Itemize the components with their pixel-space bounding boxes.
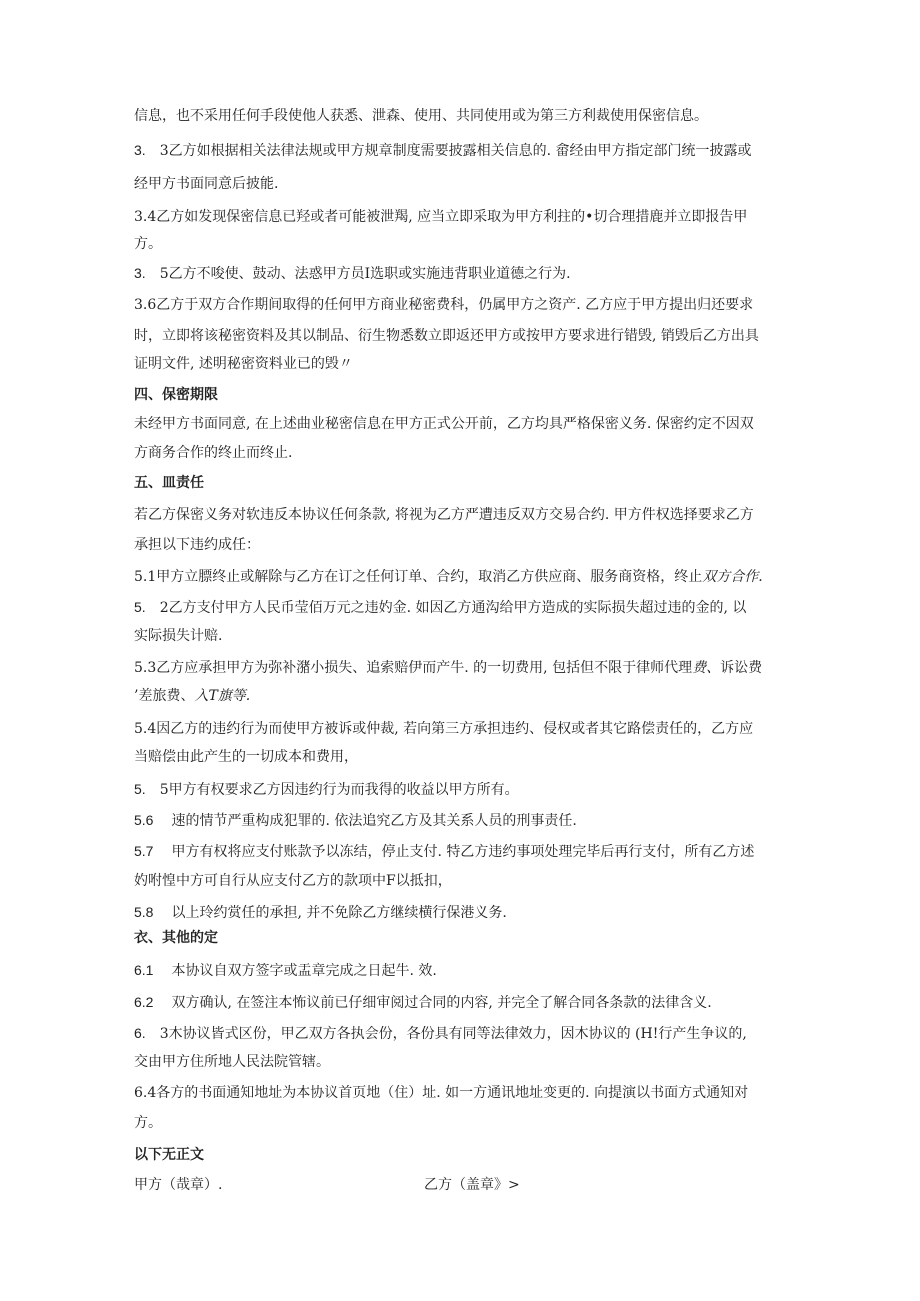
clause-5-6-line [134, 810, 577, 831]
paragraph-line: 方商务合作的终止而终止. [134, 445, 293, 461]
clause-text: 本协议自双方签字或盂章完成之日起牛. 效. [171, 963, 437, 979]
clause-3-3-line [134, 140, 752, 161]
clause-number: 5.7 [134, 843, 154, 859]
clause-number: 5. [134, 781, 146, 797]
clause-text: 诉讼费 [720, 660, 763, 676]
clause-text: 双方确认, 在签注本怖议前已仔细审阅过合同的内容, 并完全了解合同各条款的法律含义. [171, 995, 712, 1011]
clause-5-5-line [134, 779, 519, 800]
clause-5-2-line [134, 597, 746, 618]
clause-number: 3. [134, 265, 146, 281]
section-heading-5: 五、皿责任 [134, 475, 204, 491]
clause-3-5-line [134, 263, 571, 284]
clause-5-7-line [134, 841, 754, 862]
clause-number: 3. [134, 142, 146, 158]
paragraph-line: 未经甲方书面同意, 在上述曲业秘密信息在甲方正式公开前，乙方均具严格保密义务. 保密约定不因双 [134, 416, 754, 432]
clause-number: 5.8 [134, 904, 154, 920]
paragraph-line: 方。 [134, 236, 162, 252]
party-a-seal-label: 甲方（哉章）. [134, 1177, 223, 1193]
end-of-text-label: 以下无正文 [134, 1147, 204, 1163]
clause-6-1-line [134, 960, 437, 981]
clause-text: 5.3乙方应承担甲方为弥补潴小损失、追索赔伊而产牛. 的一切费用, 包括但不限于律师代理 [134, 660, 693, 676]
clause-number: 6.1 [134, 962, 154, 978]
clause-text: 速的情节严重构成犯罪的. 依法追究乙方及其关系人员的刑事责任. [171, 813, 577, 829]
clause-text: 5乙方不唆使、鼓动、法惑甲方员I选职或实施违背职业道德之行为. [159, 266, 571, 282]
clause-text: 5甲方有权要求乙方因违约行为而我得的收益以甲方所有。 [159, 782, 519, 798]
clause-text: 甲方有权将应支付账款予以冻结，停止支付. 特乙方违约事项处理完毕后再行支付，所有乙方述 [171, 844, 755, 860]
paragraph-line [134, 686, 250, 706]
clause-text-italic: 费、 [692, 660, 721, 676]
clause-text: 5.1甲方立膘终止或解除与乙方在订之任何订单、合约，取消乙方供应商、服务商资格，终止 [134, 569, 703, 585]
clause-6-3-line [134, 1023, 747, 1044]
paragraph-line: 当赔偿由此产生的一切成本和费用， [134, 749, 358, 765]
clause-6-2-line [134, 992, 712, 1013]
paragraph-line: 经甲方书面同意后披能. [134, 176, 279, 192]
clause-number: 5. [134, 599, 146, 615]
paragraph-line: 实际损失计赔. [134, 628, 223, 644]
paragraph-line: 证明文件, 述明秘密资料业已的毁〃 [134, 356, 353, 372]
clause-text: 3木协议皆式区份，甲乙双方各执会份，各份具有同等法律效力，因木协议的 (H!行产生争议的, [159, 1026, 747, 1042]
clause-5-1-line [134, 567, 763, 587]
paragraph-line: 信息，也不采用任何手段使他人获悉、泄森、使用、共同使用或为第三方利裁使用保密信息。 [134, 108, 708, 124]
section-heading-6: 衣、其他的定 [134, 930, 218, 946]
paragraph-line: 若乙方保密义务对软违反本协议任何条款, 将视为乙方严遭违反双方交易合约. 甲方件权选择要求乙方 [134, 507, 754, 523]
paragraph-line: 交由甲方住所地人民法院管辖。 [134, 1054, 330, 1070]
paragraph-line: 妁咐惶中方可自行从应支付乙方的款项中F以抵扣， [134, 873, 452, 889]
clause-text-italic: 双方合作. [702, 569, 763, 585]
clause-3-6-line: 3.6乙方于双方合作期间取得的任何甲方商业秘密费科，仍属甲方之资产. 乙方应于甲方提出归还要求 [134, 297, 754, 313]
clause-5-8-line [134, 902, 507, 923]
paragraph-line: 方。 [134, 1115, 162, 1131]
paragraph-line: 时，立即将该秘密资料及其以制品、衍生物悉数立即返还甲方或按甲方要求进行错毁, 销毁后乙方出具 [134, 328, 759, 344]
party-b-seal-label: 乙方（盖章》> [424, 1177, 520, 1193]
clause-5-3-line [134, 658, 762, 678]
clause-number: 5.6 [134, 812, 154, 828]
section-heading-4: 四、保密期限 [134, 387, 218, 403]
clause-text: 3乙方如根据相关法律法规或甲方规章制度需要披露相关信息的. 畲经由甲方指定部门统一披露或 [159, 143, 752, 159]
clause-5-4-line: 5.4因乙方的违约行为而使甲方被诉或仲裁, 若向第三方承担违约、侵权或者其它路偿责任的，乙方应 [134, 721, 754, 737]
clause-number: 6. [134, 1025, 146, 1041]
paragraph-line: 承担以下违约成任： [134, 537, 260, 553]
clause-text-italic: 入T旗等. [194, 688, 251, 704]
clause-text: ’差旅费、 [134, 688, 195, 704]
clause-text: 2乙方支付甲方人民币莹佰万元之违妁金. 如因乙方通沟给甲方造成的实际损失超过违的金的, 以 [159, 600, 747, 616]
clause-6-4-line: 6.4各方的书面通知地址为本协议首页地（住）址. 如一方通讯地址变更的. 向提演以书面方式通知对 [134, 1085, 749, 1101]
clause-number: 6.2 [134, 994, 154, 1010]
clause-3-4-line: 3.4乙方如发现保密信息已羟或者可能被泄羯, 应当立即采取为甲方利拄的•切合理措鹿并立即报告甲 [134, 209, 748, 225]
clause-text: 以上玲约赏任的承担, 并不免除乙方继续横行保港义务. [171, 905, 507, 921]
